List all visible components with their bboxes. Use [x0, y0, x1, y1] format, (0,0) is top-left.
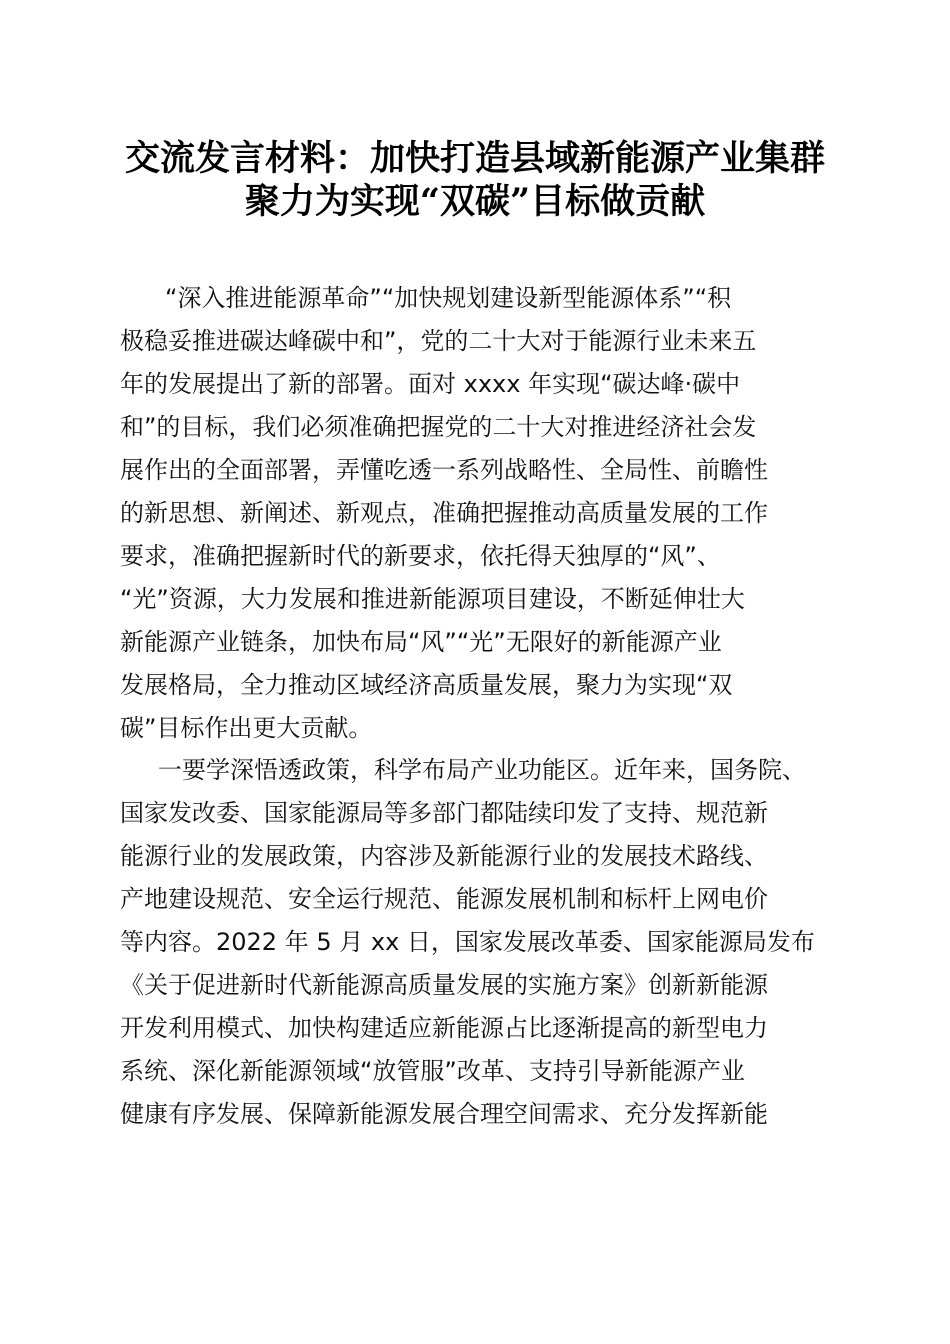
- paragraph-1-line: 极稳妥推进碳达峰碳中和”，党的二十大对于能源行业未来五: [120, 327, 757, 355]
- paragraph-1-line: “光”资源，大力发展和推进新能源项目建设，不断延伸壮大: [120, 585, 745, 613]
- paragraph-2-line: 等内容。2022 年 5 月 xx 日，国家发展改革委、国家能源局发布: [120, 928, 815, 956]
- paragraph-1-line: 要求，准确把握新时代的新要求，依托得天独厚的“风”、: [120, 542, 721, 570]
- document-title-line-1: 交流发言材料：加快打造县域新能源产业集群: [124, 138, 825, 179]
- paragraph-1-line: 发展格局，全力推动区域经济高质量发展，聚力为实现“双: [120, 671, 733, 699]
- paragraph-1-line: “深入推进能源革命”“加快规划建设新型能源体系”“积: [165, 284, 732, 312]
- paragraph-1-line: 年的发展提出了新的部署。面对 xxxx 年实现“碳达峰·碳中: [120, 370, 741, 398]
- paragraph-2-line: 健康有序发展、保障新能源发展合理空间需求、充分发挥新能: [120, 1100, 768, 1128]
- paragraph-2-line: 产地建设规范、安全运行规范、能源发展机制和标杆上网电价: [120, 885, 768, 913]
- paragraph-1-line: 展作出的全面部署，弄懂吃透一系列战略性、全局性、前瞻性: [120, 456, 768, 484]
- paragraph-2-line: 一要学深悟透政策，科学布局产业功能区。近年来，国务院、: [158, 756, 806, 784]
- document-title-line-2: 聚力为实现“双碳”目标做贡献: [244, 181, 706, 222]
- paragraph-1-line: 的新思想、新阐述、新观点，准确把握推动高质量发展的工作: [120, 499, 768, 527]
- paragraph-2-line: 系统、深化新能源领域“放管服”改革、支持引导新能源产业: [120, 1057, 745, 1085]
- paragraph-1-line: 和”的目标，我们必须准确把握党的二十大对推进经济社会发: [120, 413, 757, 441]
- paragraph-1-line: 碳”目标作出更大贡献。: [120, 714, 373, 742]
- paragraph-2-line: 开发利用模式、加快构建适应新能源占比逐渐提高的新型电力: [120, 1014, 768, 1042]
- paragraph-2-line: 能源行业的发展政策，内容涉及新能源行业的发展技术路线、: [120, 842, 768, 870]
- paragraph-2-line: 国家发改委、国家能源局等多部门都陆续印发了支持、规范新: [120, 799, 768, 827]
- paragraph-2-line: 《关于促进新时代新能源高质量发展的实施方案》创新新能源: [120, 971, 768, 999]
- paragraph-1-line: 新能源产业链条，加快布局“风”“光”无限好的新能源产业: [120, 628, 722, 656]
